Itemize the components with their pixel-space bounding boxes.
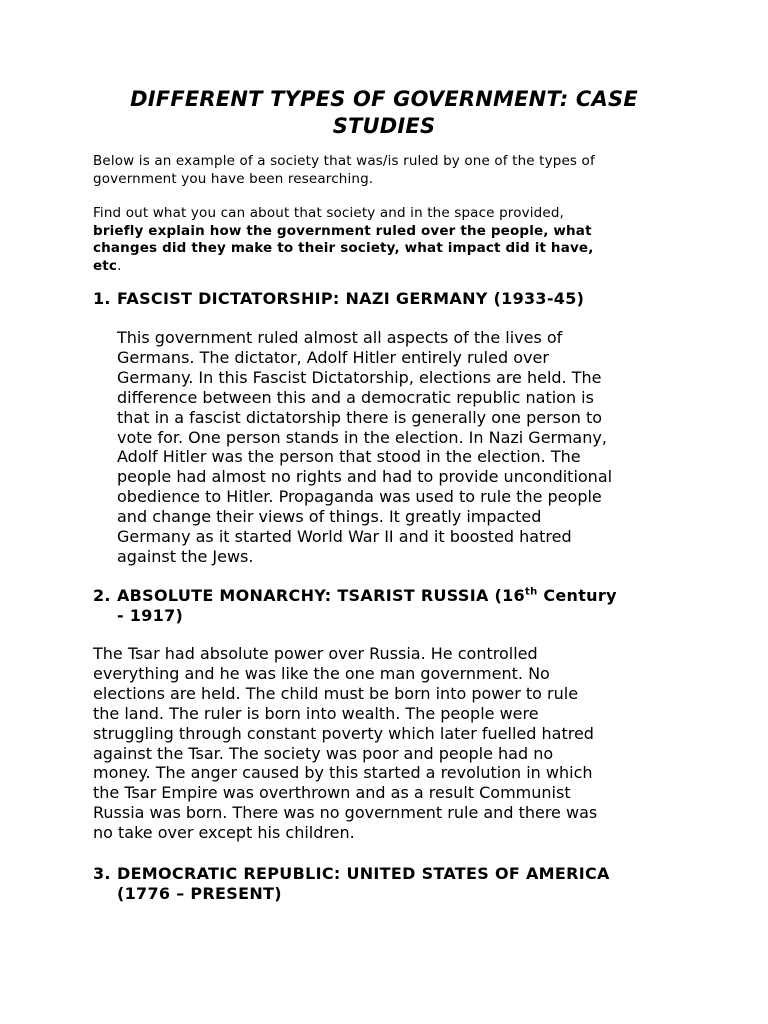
section-heading-text: FASCIST DICTATORSHIP: NAZI GERMANY (1933-45): [117, 289, 585, 308]
heading-line: - 1917): [117, 606, 184, 625]
heading-line: DEMOCRATIC REPUBLIC: UNITED STATES OF AMERICA: [117, 864, 610, 883]
body-line: and change their views of things. It greatly impacted: [117, 507, 542, 527]
intro-paragraph: [93, 153, 693, 188]
body-line: obedience to Hitler. Propaganda was used to rule the people: [117, 487, 602, 507]
section-heading-text: [117, 586, 683, 626]
body-line: Russia was born. There was no government rule and there was: [93, 803, 598, 823]
instructions-period: .: [117, 257, 122, 274]
body-line: The Tsar had absolute power over Russia. He controlled: [93, 644, 538, 663]
body-line: struggling through constant poverty which later fuelled hatred: [93, 723, 594, 743]
body-line: against the Jews.: [117, 546, 254, 566]
section-heading-3: [93, 864, 683, 904]
instructions-paragraph: [93, 205, 693, 275]
heading-part: ABSOLUTE MONARCHY: TSARIST RUSSIA (16: [117, 586, 525, 605]
section-body-2: [93, 644, 693, 843]
section-heading-text: [117, 864, 683, 904]
title-line: STUDIES: [332, 114, 436, 138]
body-line: no take over except his children.: [93, 823, 355, 843]
instructions-emphasis: briefly explain how the government ruled over the people, what: [93, 222, 592, 239]
body-line: Germany. In this Fascist Dictatorship, elections are held. The: [117, 367, 602, 387]
body-line: Adolf Hitler was the person that stood in the election. The: [117, 447, 581, 467]
body-line: vote for. One person stands in the election. In Nazi Germany,: [117, 427, 607, 447]
body-line: the land. The ruler is born into wealth. The people were: [93, 703, 539, 723]
instructions-emphasis: etc: [93, 257, 118, 274]
page-title: [60, 86, 708, 140]
body-line: the Tsar Empire was overthrown and as a result Communist: [93, 783, 571, 803]
section-number: 1.: [93, 289, 111, 308]
instructions-emphasis: changes did they make to their society, what impact did it have,: [93, 240, 594, 256]
section-body-1: [117, 328, 697, 567]
heading-superscript: th: [524, 586, 538, 598]
body-line: against the Tsar. The society was poor and people had no: [93, 743, 554, 763]
body-line: This government ruled almost all aspects of the lives of: [117, 328, 563, 347]
section-number: 3.: [93, 864, 111, 883]
heading-line: (1776 – PRESENT): [117, 884, 282, 903]
body-line: Germans. The dictator, Adolf Hitler entirely ruled over: [117, 347, 549, 367]
section-heading-2: [93, 586, 683, 626]
body-line: everything and he was like the one man government. No: [93, 663, 550, 683]
body-line: people had almost no rights and had to provide unconditional: [117, 467, 613, 487]
intro-line: government you have been researching.: [93, 170, 374, 187]
intro-line: Below is an example of a society that was/is ruled by one of the types of: [93, 153, 595, 169]
section-number: 2.: [93, 586, 111, 605]
heading-part: Century: [537, 586, 617, 605]
body-line: that in a fascist dictatorship there is generally one person to: [117, 407, 603, 427]
body-line: Germany as it started World War II and it boosted hatred: [117, 527, 572, 547]
title-line: DIFFERENT TYPES OF GOVERNMENT: CASE: [130, 87, 638, 111]
body-line: elections are held. The child must be born into power to rule: [93, 683, 579, 703]
body-line: difference between this and a democratic republic nation is: [117, 387, 594, 407]
body-line: money. The anger caused by this started a revolution in which: [93, 763, 593, 783]
instructions-line: Find out what you can about that society and in the space provided,: [93, 205, 564, 221]
